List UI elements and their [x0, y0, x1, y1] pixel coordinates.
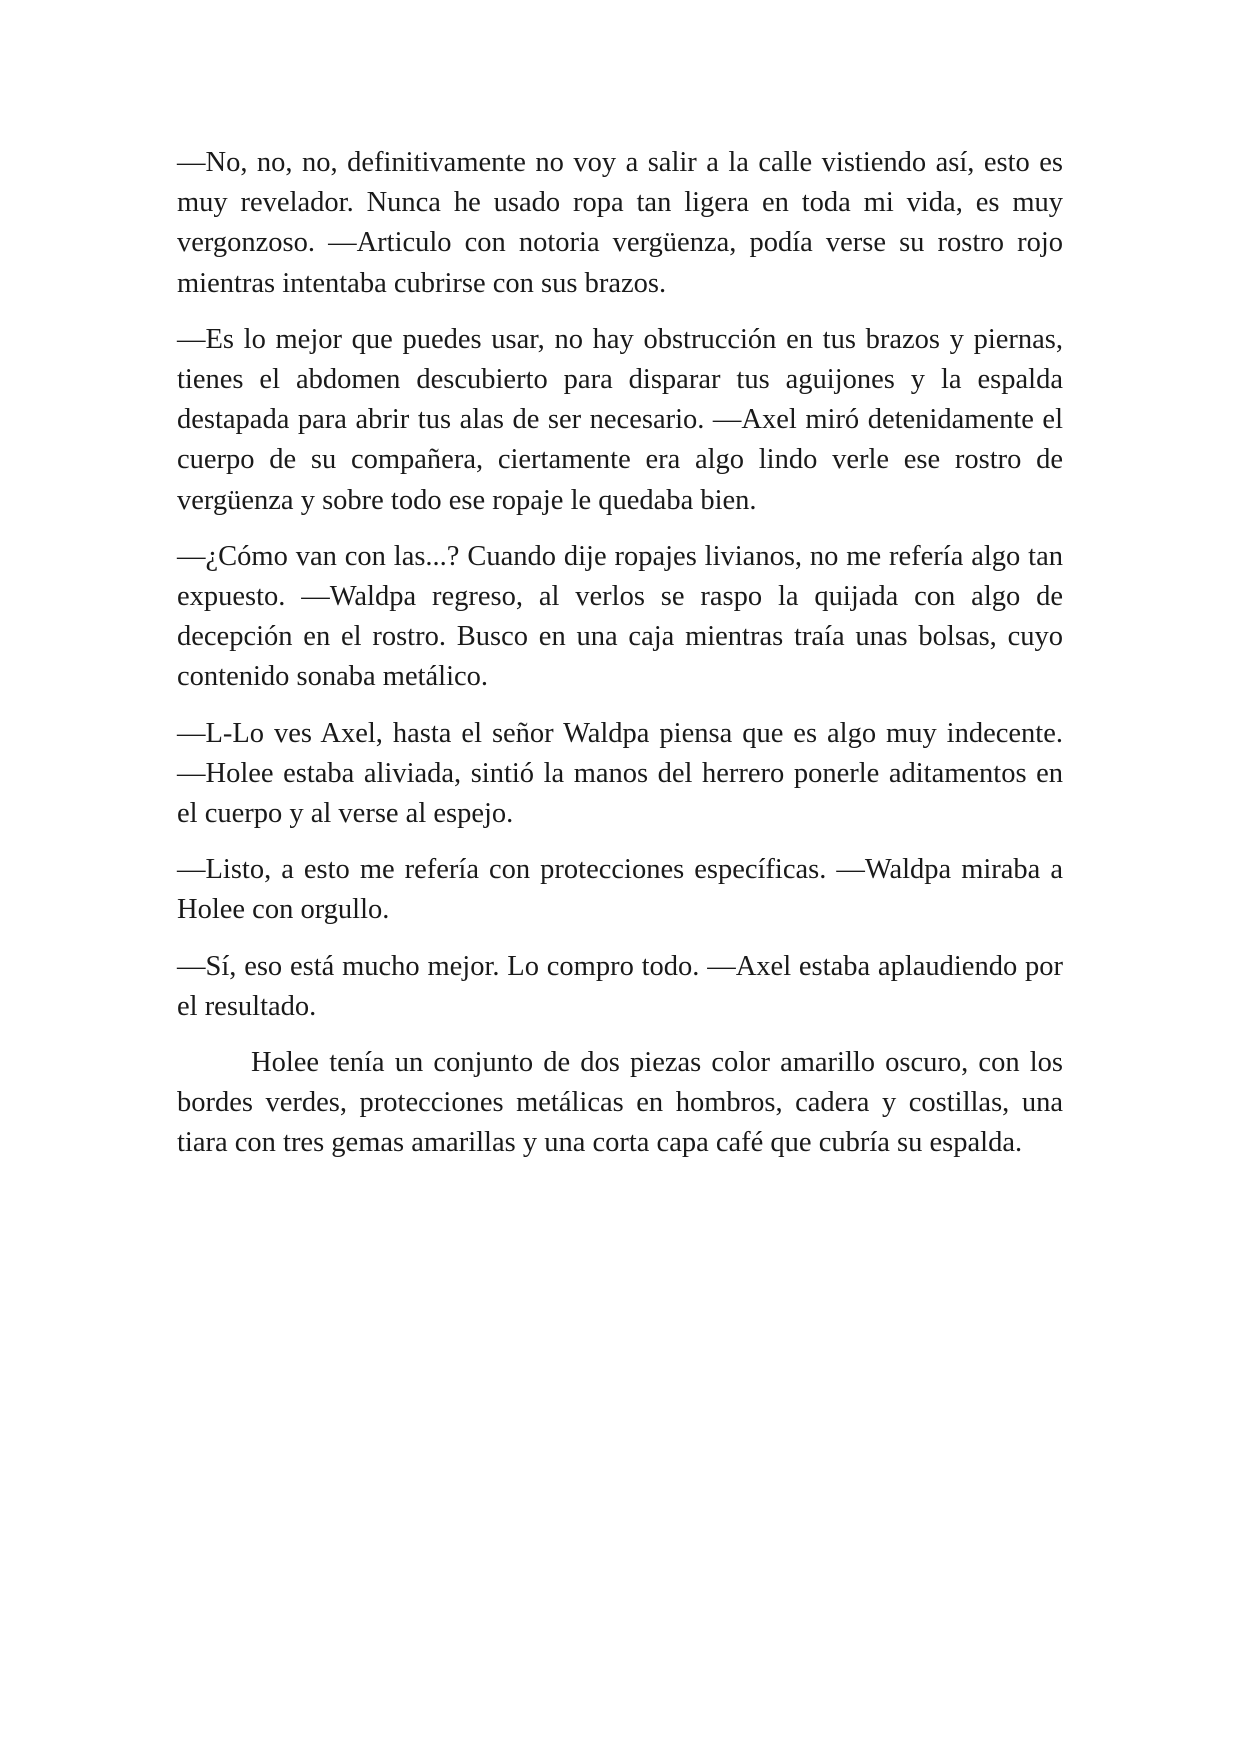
paragraph: —Es lo mejor que puedes usar, no hay obstrucción en tus brazos y piernas, tienes el abdomen descubierto para disparar tus aguijones y la espalda destapada para abrir tus alas de ser necesario. —Axel miró detenidamente el cuerpo de su compañera, ciertamente era algo lindo verle ese rostro de vergüenza y sobre todo ese ropaje le quedaba bien.	[177, 323, 1063, 516]
paragraph: —L-Lo ves Axel, hasta el señor Waldpa piensa que es algo muy indecente. —Holee estaba aliviada, sintió la manos del herrero ponerle aditamentos en el cuerpo y al verse al espejo.	[177, 717, 1063, 830]
paragraph: —¿Cómo van con las...? Cuando dije ropajes livianos, no me refería algo tan expuesto. —Waldpa regreso, al verlos se raspo la quijada con algo de decepción en el rostro. Busco en una caja mientras traía unas bolsas, cuyo contenido sonaba metálico.	[177, 540, 1063, 693]
paragraph: —No, no, no, definitivamente no voy a salir a la calle vistiendo así, esto es muy revelador. Nunca he usado ropa tan ligera en toda mi vida, es muy vergonzoso. —Articulo con notoria vergüenza, podía verse su rostro rojo mientras intentaba cubrirse con sus brazos.	[177, 147, 1063, 299]
paragraph: —Listo, a esto me refería con protecciones específicas. —Waldpa miraba a Holee con orgullo.	[177, 854, 1063, 926]
paragraph-narrative: Holee tenía un conjunto de dos piezas color amarillo oscuro, con los bordes verdes, protecciones metálicas en hombros, cadera y costillas, una tiara con tres gemas amarillas y una corta capa café que cubría su espalda.	[177, 1047, 1063, 1159]
paragraph: —Sí, eso está mucho mejor. Lo compro todo. —Axel estaba aplaudiendo por el resultado.	[177, 950, 1063, 1022]
document-page	[177, 143, 1063, 1180]
